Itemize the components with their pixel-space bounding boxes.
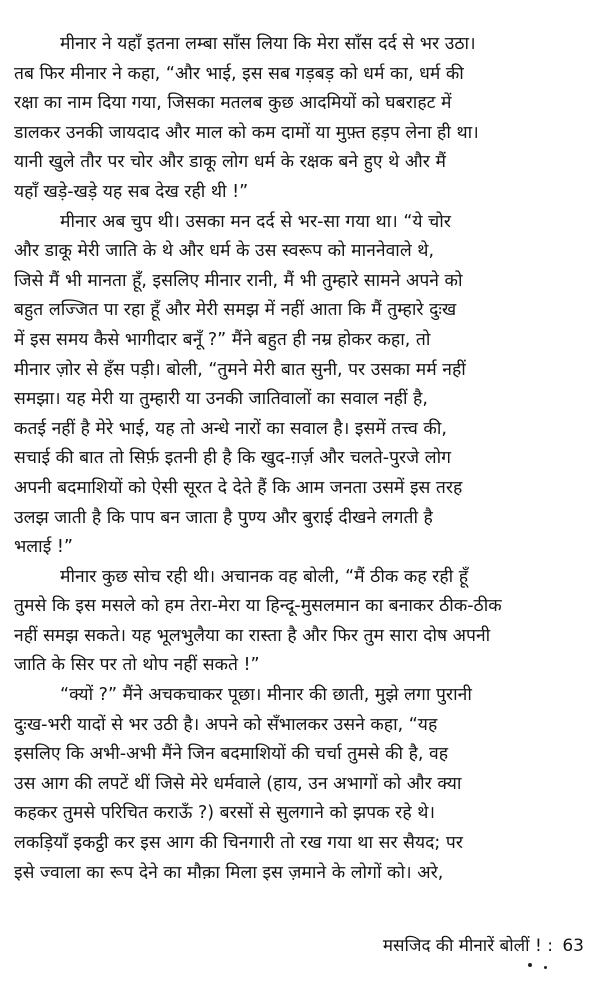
text-line: सचाई की बात तो सिर्फ़ इतनी ही है कि खुद-ग़र्ज़ और चलते-पुरजे लोग [14, 448, 451, 469]
text-line: मीनार कुछ सोच रही थी। अचानक वह बोली, “मैं ठीक कह रही हूँ [60, 566, 469, 587]
paragraph-1 [14, 30, 586, 208]
book-title: मसजिद की मीनारें बोलीं ! [382, 936, 542, 956]
text-line: नहीं समझ सकते। यह भूलभुलैया का रास्ता है और फिर तुम सारा दोष अपनी [14, 625, 491, 646]
text-line: बहुत लज्जित पा रहा हूँ और मेरी समझ में नहीं आता कि मैं तुम्हारे दुःख [14, 300, 457, 321]
text-line: इसे ज्वाला का रूप देने का मौक़ा मिला इस ज़माने के लोगों को। अरे, [14, 862, 444, 883]
text-line: यानी खुले तौर पर चोर और डाकू लोग धर्म के रक्षक बने हुए थे और मैं [14, 152, 446, 173]
text-line: मीनार ने यहाँ इतना लम्बा साँस लिया कि मेरा साँस दर्द से भर उठा। [60, 34, 476, 54]
page-number: 63 [562, 936, 584, 956]
text-line: मीनार ज़ोर से हँस पड़ी। बोली, “तुमने मेरी बात सुनी, पर उसका मर्म नहीं [14, 359, 466, 380]
text-line: तुमसे कि इस मसले को हम तेरा-मेरा या हिन्दू-मुसलमान का बनाकर ठीक-ठीक [14, 596, 502, 617]
text-line: तब फिर मीनार ने कहा, “और भाई, इस सब गड़बड़ को धर्म का, धर्म की [14, 63, 464, 84]
text-line: उलझ जाती है कि पाप बन जाता है पुण्य और बुराई दीखने लगती है [14, 507, 433, 528]
text-line: यहाँ खड़े-खड़े यह सब देख रही थी !” [14, 181, 249, 202]
text-line: में इस समय कैसे भागीदार बनूँ ?” मैंने बहुत ही नम्र होकर कहा, तो [14, 329, 431, 350]
text-line: मीनार अब चुप थी। उसका मन दर्द से भर-सा गया था। “ये चोर [60, 211, 451, 232]
paragraph-3 [14, 563, 586, 681]
text-line: दुःख-भरी यादों से भर उठी है। अपने को सँभालकर उसने कहा, “यह [14, 714, 438, 735]
text-line: कहकर तुमसे परिचित कराऊँ ?) बरसों से सुलगाने को झपक रहे थे। [14, 803, 436, 824]
text-line: डालकर उनकी जायदाद और माल को कम दामों या मुफ़्त हड़प लेना ही था। [14, 122, 479, 143]
print-speck [528, 963, 532, 967]
paragraph-2 [14, 208, 586, 563]
text-line: लकड़ियाँ इकट्ठी कर इस आग की चिनगारी तो रख गया था सर सैयद; पर [14, 833, 463, 854]
text-line: उस आग की लपटें थीं जिसे मेरे धर्मवाले (हाय, उन अभागों को और क्या [14, 773, 462, 794]
text-line: भलाई !” [14, 537, 73, 558]
running-footer [383, 934, 584, 958]
text-line: कतई नहीं है मेरे भाई, यह तो अन्धे नारों का सवाल है। इसमें तत्त्व की, [14, 418, 447, 439]
text-line: “क्यों ?” मैंने अचकचाकर पूछा। मीनार की छाती, मुझे लगा पुरानी [60, 685, 472, 706]
text-line: जिसे मैं भी मानता हूँ, इसलिए मीनार रानी, मैं भी तुम्हारे सामने अपने को [14, 270, 463, 291]
text-line: जाति के सिर पर तो थोप नहीं सकते !” [14, 655, 260, 676]
text-line: समझा। यह मेरी या तुम्हारी या उनकी जातिवालों का सवाल नहीं है, [14, 389, 428, 410]
footer-separator: : [547, 936, 553, 956]
text-line: रक्षा का नाम दिया गया, जिसका मतलब कुछ आदमियों को घबराहट में [14, 93, 452, 114]
text-line: और डाकू मेरी जाति के थे और धर्म के उस स्वरूप को माननेवाले थे, [14, 241, 435, 262]
paragraph-4 [14, 681, 586, 888]
print-speck [544, 966, 547, 969]
text-line: इसलिए कि अभी-अभी मैंने जिन बदमाशियों की चर्चा तुमसे की है, वह [14, 744, 449, 765]
text-line: अपनी बदमाशियों को ऐसी सूरत दे देते हैं कि आम जनता उसमें इस तरह [14, 477, 463, 498]
